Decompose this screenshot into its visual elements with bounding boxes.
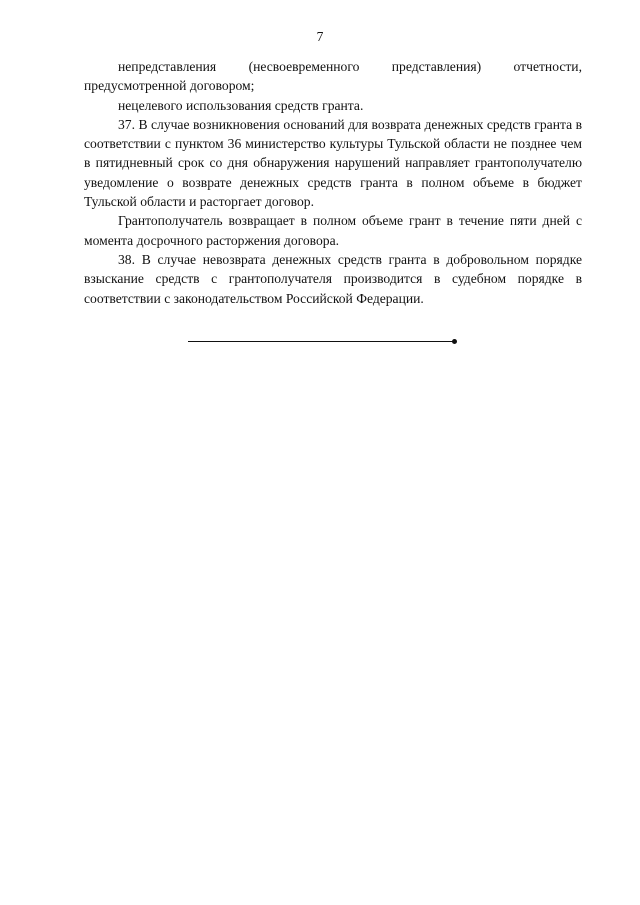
- paragraph-reporting-failure: непредставления (несвоевременного представления) отчетности, предусмотренной договором;: [84, 59, 582, 94]
- paragraph-grant-return: Грантополучатель возвращает в полном объеме грант в течение пяти дней с момента досрочного расторжения договора.: [84, 213, 582, 248]
- closing-rule-end: [452, 339, 457, 344]
- closing-rule: [188, 341, 456, 342]
- paragraph-clause-37: 37. В случае возникновения оснований для возврата денежных средств гранта в соответствии с пунктом 36 министерство культуры Тульской области не позднее чем в пятидневный срок со дня обнаружения нарушений направляет грантополучателю уведомление о возврате денежных средств гранта в полном объеме в бюджет Тульской области и расторгает договор.: [84, 116, 582, 210]
- document-body: [84, 57, 582, 308]
- paragraph-clause-38: 38. В случае невозврата денежных средств гранта в добровольном порядке взыскание средств с грантополучателя производится в судебном порядке в соответствии с законодательством Российской Федерации.: [84, 251, 582, 306]
- page-number: 7: [316, 29, 324, 44]
- paragraph-misuse-of-funds: нецелевого использования средств гранта.: [118, 97, 364, 113]
